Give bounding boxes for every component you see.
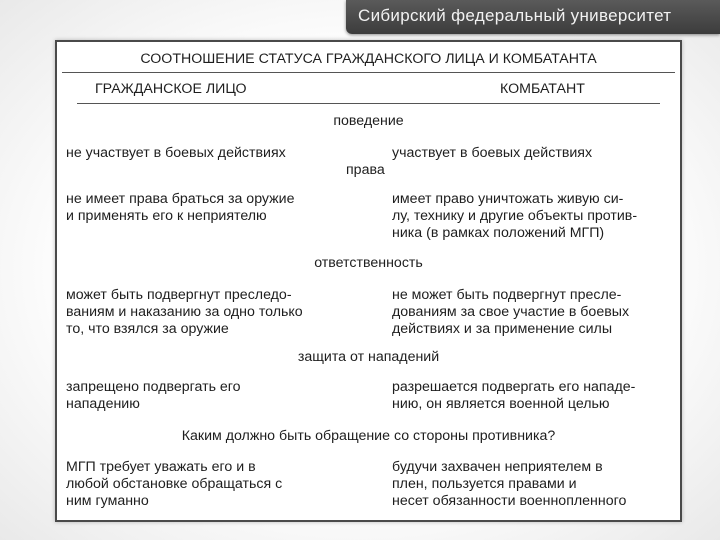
rights-combatant-line-2: лу, технику и другие объекты против- — [392, 208, 638, 224]
section-heading-treatment: Каким должно быть обращение со стороны противника? — [181, 428, 556, 444]
comparison-table — [55, 40, 682, 522]
treatment-civilian-line-1: МГП требует уважать его и в — [66, 459, 256, 475]
section-heading-responsibility: ответственность — [314, 255, 423, 271]
protection-civilian-line-1: запрещено подвергать его — [66, 379, 241, 395]
responsibility-civilian-line-2: ваниям и наказанию за одно только — [66, 304, 303, 320]
section-heading-protection: защита от нападений — [297, 349, 440, 365]
treatment-combatant-line-1: будучи захвачен неприятелем в — [392, 459, 603, 475]
university-banner — [346, 0, 720, 34]
section-heading-rights: права — [346, 162, 385, 178]
treatment-civilian-line-2: любой обстановке обращаться с — [66, 476, 283, 492]
rights-civilian-line-1: не имеет права браться за оружие — [66, 191, 295, 207]
title-divider — [62, 72, 675, 73]
responsibility-combatant-line-3: действиях и за применение силы — [392, 321, 613, 337]
responsibility-combatant-line-2: дованиям за свое участие в боевых — [392, 304, 630, 320]
rights-civilian-line-2: и применять его к неприятелю — [66, 208, 267, 224]
column-header-combatant: КОМБАТАНТ — [500, 81, 585, 97]
responsibility-civilian-line-1: может быть подвергнут преследо- — [66, 287, 292, 303]
table-title: СООТНОШЕНИЕ СТАТУСА ГРАЖДАНСКОГО ЛИЦА И КОМБАТАНТА — [140, 51, 597, 67]
behavior-combatant: участвует в боевых действиях — [392, 145, 593, 161]
header-divider — [77, 103, 660, 104]
section-heading-behavior: поведение — [333, 113, 404, 129]
protection-combatant-line-2: нию, он является военной целью — [392, 396, 610, 412]
responsibility-combatant-line-1: не может быть подвергнут пресле- — [392, 287, 622, 303]
rights-combatant-line-1: имеет право уничтожать живую си- — [392, 191, 624, 207]
protection-civilian-line-2: нападению — [66, 396, 140, 412]
behavior-civilian: не участвует в боевых действиях — [66, 145, 286, 161]
column-header-civilian: ГРАЖДАНСКОЕ ЛИЦО — [95, 81, 247, 97]
responsibility-civilian-line-3: то, что взялся за оружие — [66, 321, 229, 337]
rights-combatant-line-3: ника (в рамках положений МГП) — [392, 225, 605, 241]
treatment-civilian-line-3: ним гуманно — [66, 493, 149, 509]
treatment-combatant-line-2: плен, пользуется правами и — [392, 476, 577, 492]
university-name: Сибирский федеральный университет — [358, 6, 672, 25]
treatment-combatant-line-3: несет обязанности военнопленного — [392, 493, 627, 509]
protection-combatant-line-1: разрешается подвергать его нападе- — [392, 379, 636, 395]
